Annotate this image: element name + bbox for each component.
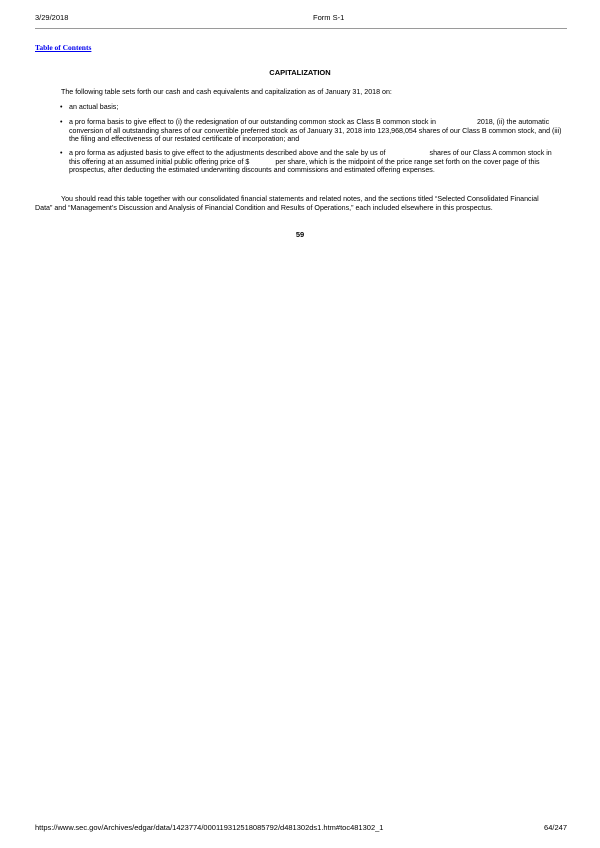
bullet-item: [60, 149, 565, 185]
print-date: 3/29/2018: [35, 13, 69, 22]
bullet-glyph: •: [60, 149, 63, 157]
bullet-text: [69, 118, 563, 144]
bullet-text: an actual basis;: [69, 103, 119, 111]
source-url: https://www.sec.gov/Archives/edgar/data/1423774/000119312518085792/d481302ds1.htm#toc481302_1: [35, 823, 384, 832]
print-page-count: 64/247: [544, 823, 567, 832]
bullet-item: [60, 103, 565, 112]
bullet-glyph: •: [60, 118, 63, 126]
bullet-text-part: a pro forma as adjusted basis to give effect to the adjustments described above and the sale by us of: [69, 149, 386, 157]
print-footer: [35, 823, 567, 835]
intro-paragraph: The following table sets forth our cash and cash equivalents and capitalization as of January 31, 2018 on:: [61, 88, 392, 96]
bullet-text-part: a pro forma basis to give effect to (i) the redesignation of our outstanding common stock as Class B common stock in: [69, 118, 436, 126]
bullet-item: [60, 118, 565, 144]
bullet-glyph: •: [60, 103, 63, 111]
document-title: Form S-1: [313, 13, 345, 22]
section-heading: CAPITALIZATION: [269, 68, 331, 77]
page-number: 59: [295, 230, 305, 239]
bullet-text: [69, 149, 563, 175]
header-divider: [35, 28, 567, 29]
bullet-text-part: shares of our Class A common stock in this offering at an assumed initial public offering price of $: [69, 149, 552, 166]
bullet-text-part: 2018, (ii) the automatic conversion of all outstanding shares of our convertible preferred stock as of January 31, 2018 into 123,968,054 shares of our Class B common stock, and (iii) the filing and effectiveness of our restated certificate of incorporation; and: [69, 118, 562, 144]
bullet-text-part: per share, which is the midpoint of the price range set forth on the cover page of this prospectus, after deducting the estimated underwriting discounts and commissions and estimated offering expenses.: [69, 157, 540, 175]
print-header: [35, 13, 567, 25]
closing-paragraph: You should read this table together with our consolidated financial statements and related notes, and the sections titled “Selected Consolidated Financial Data” and “Management’s Discussion and Analysis of Financial Condition and Results of Operations,” each included elsewhere in this prospectus.: [35, 195, 539, 212]
table-of-contents-link[interactable]: Table of Contents: [35, 43, 92, 52]
